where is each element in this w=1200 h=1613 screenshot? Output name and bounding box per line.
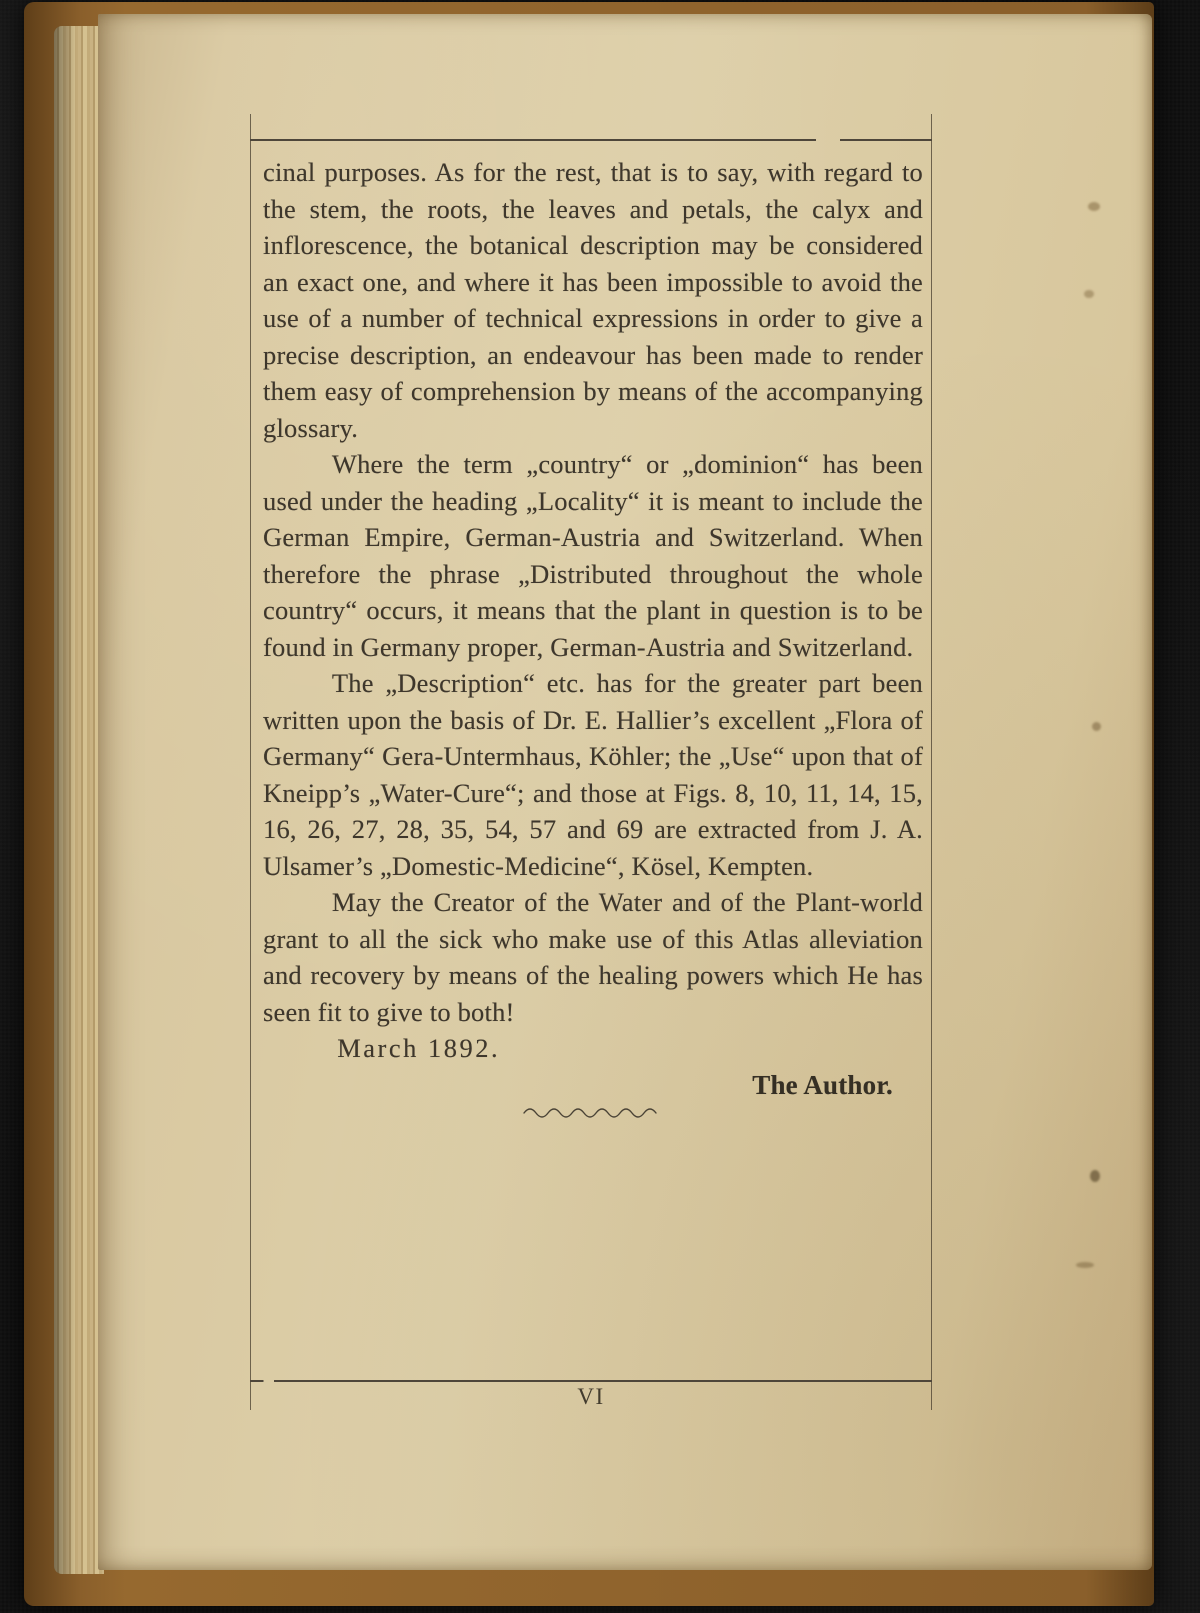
stain-mark: [1084, 290, 1094, 298]
paragraph-1: cinal purposes. As for the rest, that is to say, with regard to the stem, the roots, the leaves and petals, the calyx and inflorescence, the botanical description may be considered an exact one, and where it has been impossible to avoid the use of a number of technical expressions in order to give a precise description, an endeavour has been made to render them easy of comprehension by means of the accompanying glossary.: [263, 157, 923, 443]
stain-mark: [1076, 1262, 1094, 1268]
page-number: VI: [577, 1384, 605, 1409]
text-frame-bottom-rule: [250, 1380, 932, 1382]
stain-mark: [1092, 722, 1101, 731]
text-frame-left-rule: [250, 114, 251, 1410]
text-frame-top-rule: [250, 139, 932, 141]
page-text: [263, 154, 923, 1119]
author-signature: The Author.: [752, 1069, 893, 1100]
paragraph-2: Where the term „country“ or „dominion“ has been used under the heading „Locality“ it is meant to include the German Empire, German-Austria and Switzerland. When therefore the phrase „Distributed throughout the whole country“ occurs, it means that the plant in question is to be found in Germany proper, German-Austria and Switzerland.: [263, 449, 923, 662]
page-edge-stack: [54, 26, 104, 1574]
paragraph-3: The „Description“ etc. has for the greater part been written upon the basis of Dr. E. Hallier’s excellent „Flora of Germany“ Gera-Untermhaus, Köhler; the „Use“ upon that of Kneipp’s „Water-Cure“; and those at Figs. 8, 10, 11, 14, 15, 16, 26, 27, 28, 35, 54, 57 and 69 are extracted from J. A. Ulsamer’s „Domestic-Medicine“, Kösel, Kempten.: [263, 668, 923, 881]
stain-mark: [1090, 1170, 1100, 1182]
book-page: [98, 14, 1152, 1570]
date-line: March 1892.: [337, 1033, 501, 1063]
stain-mark: [1088, 202, 1100, 211]
text-frame-right-rule: [931, 114, 932, 1410]
paragraph-4: May the Creator of the Water and of the Plant-world grant to all the sick who make use of this Atlas alleviation and recovery by means of the healing powers which He has seen fit to give to both!: [263, 887, 923, 1027]
squiggle-ornament-icon: [513, 1103, 673, 1119]
